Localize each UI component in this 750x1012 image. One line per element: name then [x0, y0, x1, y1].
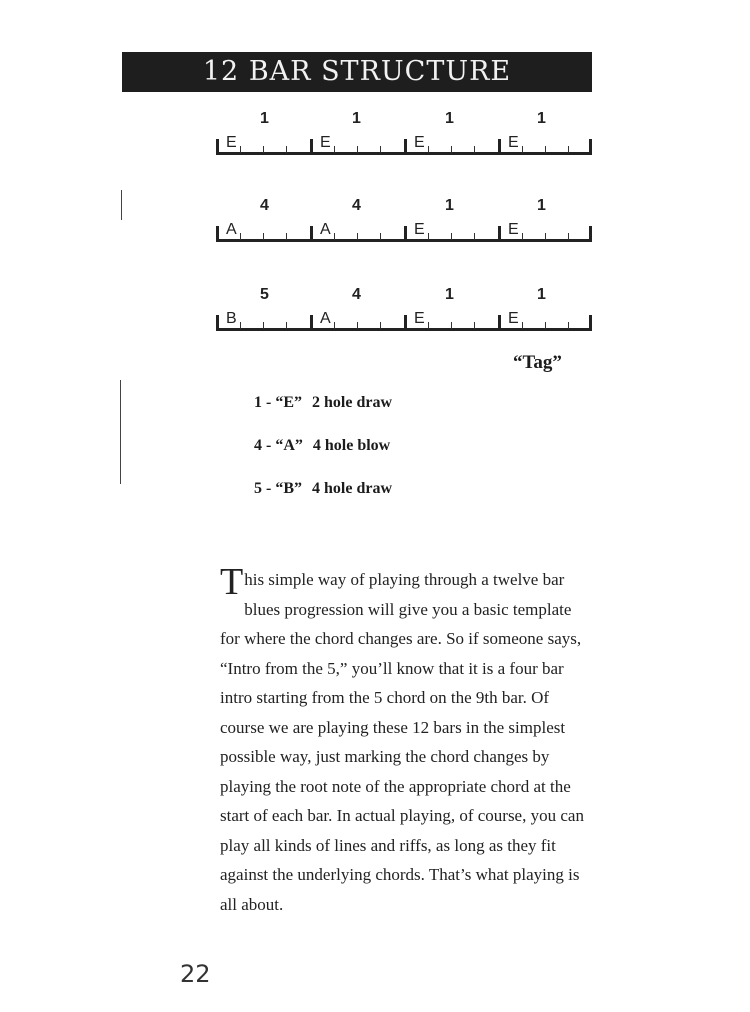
bar-line — [216, 139, 219, 155]
page-title: 12 BAR STRUCTURE — [122, 52, 592, 92]
legend-item — [254, 394, 392, 412]
margin-mark — [121, 190, 122, 220]
chord-label: A — [226, 221, 237, 238]
end-bar-line — [589, 226, 592, 242]
beat-tick — [474, 322, 475, 329]
bar-line — [498, 315, 501, 331]
chord-number: 4 — [260, 197, 269, 214]
beat-tick — [428, 233, 429, 240]
legend-item — [254, 480, 392, 498]
bar-line — [404, 315, 407, 331]
beat-tick — [522, 233, 523, 240]
beat-tick — [568, 322, 569, 329]
bar-line — [216, 315, 219, 331]
beat-tick — [334, 233, 335, 240]
legend-item — [254, 437, 390, 455]
beat-tick — [428, 146, 429, 153]
beat-tick — [380, 233, 381, 240]
beat-tick — [545, 233, 546, 240]
beat-tick — [357, 233, 358, 240]
beat-tick — [357, 322, 358, 329]
beat-tick — [451, 146, 452, 153]
end-bar-line — [589, 139, 592, 155]
chord-label: E — [414, 134, 425, 151]
beat-tick — [474, 146, 475, 153]
chord-label: E — [414, 310, 425, 327]
beat-tick — [286, 146, 287, 153]
legend-note: 5 - “B” — [254, 480, 302, 497]
chord-label: E — [226, 134, 237, 151]
chord-number: 4 — [352, 197, 361, 214]
staff-row-3 — [216, 286, 592, 346]
staff-row-1 — [216, 110, 592, 170]
chord-label: A — [320, 221, 331, 238]
end-bar-line — [589, 315, 592, 331]
paragraph-text: his simple way of playing through a twelve bar blues progression will give you a basic template for where the chord changes are. So if someone says, “Intro from the 5,” you’ll know that it is a four bar intro starting from the 5 chord on the 9th bar. Of course we are playing these 12 bars in the simplest possible way, just marking the chord changes by playing the root note of the appropriate chord at the start of each bar. In actual playing, of course, you can play all kinds of lines and riffs, as long as they fit against the underlying chords. That’s what playing is all about. — [220, 570, 584, 914]
drop-cap: T — [220, 561, 244, 603]
beat-tick — [451, 322, 452, 329]
beat-tick — [522, 322, 523, 329]
beat-tick — [286, 233, 287, 240]
chord-number: 1 — [537, 286, 546, 303]
beat-tick — [545, 322, 546, 329]
beat-tick — [263, 233, 264, 240]
beat-tick — [451, 233, 452, 240]
chord-label: E — [508, 221, 519, 238]
bar-line — [498, 226, 501, 242]
beat-tick — [380, 322, 381, 329]
beat-tick — [522, 146, 523, 153]
beat-tick — [568, 146, 569, 153]
chord-label: E — [320, 134, 331, 151]
beat-tick — [568, 233, 569, 240]
beat-tick — [240, 322, 241, 329]
chord-number: 1 — [537, 110, 546, 127]
beat-tick — [334, 146, 335, 153]
staff-row-2 — [216, 197, 592, 257]
legend-note: 1 - “E” — [254, 394, 302, 411]
chord-label: E — [414, 221, 425, 238]
beat-tick — [334, 322, 335, 329]
chord-label: E — [508, 134, 519, 151]
bar-line — [404, 226, 407, 242]
bar-line — [498, 139, 501, 155]
legend-note: 4 - “A” — [254, 437, 303, 454]
beat-tick — [474, 233, 475, 240]
chord-number: 1 — [352, 110, 361, 127]
beat-tick — [428, 322, 429, 329]
beat-tick — [240, 233, 241, 240]
bar-line — [404, 139, 407, 155]
bar-line — [310, 315, 313, 331]
page-number: 22 — [180, 960, 211, 988]
bar-line — [216, 226, 219, 242]
beat-tick — [240, 146, 241, 153]
bar-line — [310, 139, 313, 155]
body-paragraph — [220, 561, 594, 919]
bar-line — [310, 226, 313, 242]
chord-number: 1 — [260, 110, 269, 127]
beat-tick — [286, 322, 287, 329]
chord-number: 1 — [537, 197, 546, 214]
beat-tick — [545, 146, 546, 153]
legend-desc: 4 hole draw — [312, 480, 392, 497]
chord-label: A — [320, 310, 331, 327]
margin-mark — [120, 380, 121, 484]
chord-label: B — [226, 310, 237, 327]
legend-desc: 2 hole draw — [312, 394, 392, 411]
chord-number: 5 — [260, 286, 269, 303]
chord-number: 1 — [445, 286, 454, 303]
beat-tick — [263, 146, 264, 153]
beat-tick — [357, 146, 358, 153]
chord-number: 1 — [445, 197, 454, 214]
beat-tick — [380, 146, 381, 153]
legend-desc: 4 hole blow — [312, 437, 391, 454]
tag-label: “Tag” — [513, 352, 562, 373]
beat-tick — [263, 322, 264, 329]
chord-number: 4 — [352, 286, 361, 303]
chord-number: 1 — [445, 110, 454, 127]
chord-label: E — [508, 310, 519, 327]
